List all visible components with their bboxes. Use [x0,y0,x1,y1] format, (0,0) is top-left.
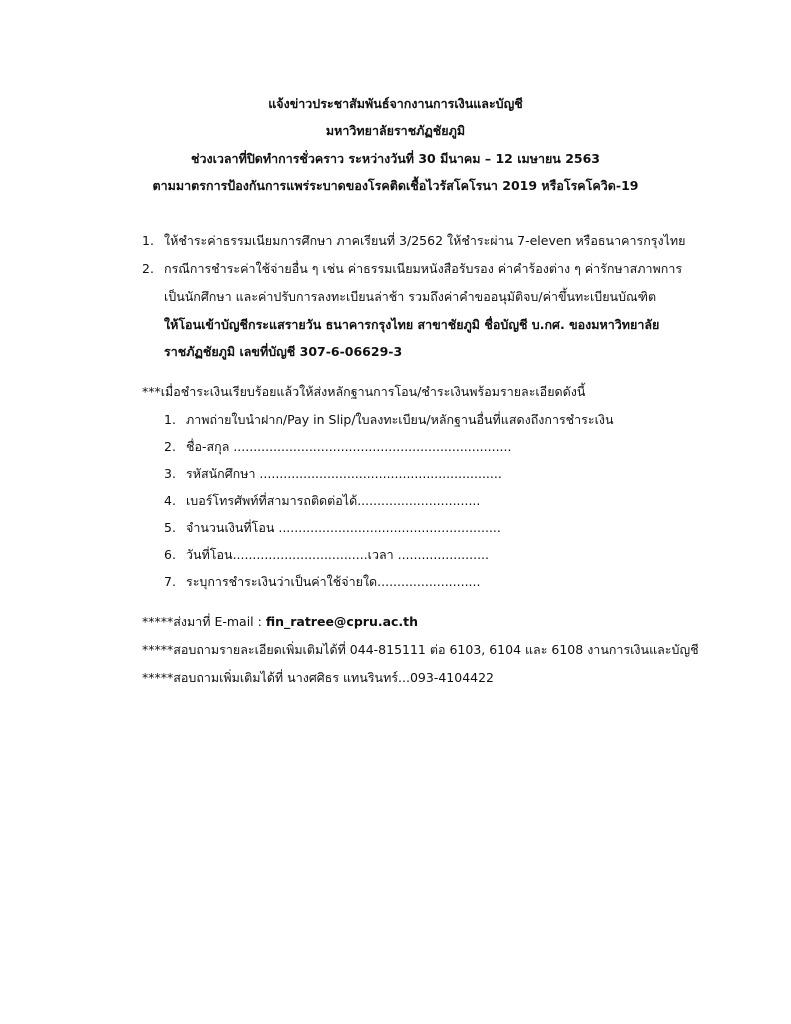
item-2-number: 2. [142,261,154,276]
inquiry-line-1: *****สอบถามรายละเอียดเพิ่มเติมได้ที่ 044-815111 ต่อ 6103, 6104 และ 6108 งานการเงินและบัญชี [142,642,699,657]
email-prefix: *****ส่งมาที่ E-mail : [142,614,266,629]
evidence-item-7 [164,574,480,590]
item-2-text-line-1: กรณีการชำระค่าใช้จ่ายอื่น ๆ เช่น ค่าธรรมเนียมหนังสือรับรอง ค่าคำร้องต่าง ๆ ค่ารักษาสภาพการ [164,261,683,276]
evidence-item-number: 4. [164,493,176,508]
evidence-item-number: 3. [164,466,176,481]
evidence-item-text: จำนวนเงินที่โอน ........................................................ [186,520,501,535]
inquiry-line-2: *****สอบถามเพิ่มเติมได้ที่ นางศศิธร แทนรินทร์...093-4104422 [142,670,495,685]
evidence-item-6 [164,547,489,563]
evidence-item-2 [164,439,511,455]
evidence-item-number: 1. [164,412,176,427]
item-1 [142,233,685,249]
evidence-item-number: 6. [164,547,176,562]
evidence-item-text: เบอร์โทรศัพท์ที่สามารถติดต่อได้............................... [186,493,481,508]
header-closure-period: ช่วงเวลาที่ปิดทำการชั่วคราว ระหว่างวันที่ 30 มีนาคม – 12 เมษายน 2563 [191,151,600,166]
item-1-text: ให้ชำระค่าธรรมเนียมการศึกษา ภาคเรียนที่ 3/2562 ให้ชำระผ่าน 7-eleven หรือธนาคารกรุงไทย [164,233,686,248]
evidence-item-text: ระบุการชำระเงินว่าเป็นค่าใช้จ่ายใด.......................... [186,574,481,589]
evidence-item-5 [164,520,501,536]
item-2-bank-line-1: ให้โอนเข้าบัญชีกระแสรายวัน ธนาคารกรุงไทย สาขาชัยภูมิ ชื่อบัญชี บ.กศ. ของมหาวิทยาลัย [164,317,660,332]
item-2-bank-line-2: ราชภัฏชัยภูมิ เลขที่บัญชี 307-6-06629-3 [164,344,403,359]
email-address: fin_ratree@cpru.ac.th [265,614,419,629]
evidence-item-text: รหัสนักศึกษา ............................................................. [186,466,502,481]
header-title: แจ้งข่าวประชาสัมพันธ์จากงานการเงินและบัญชี [268,96,523,111]
item-2-text-line-2: เป็นนักศึกษา และค่าปรับการลงทะเบียนล่าช้า รวมถึงค่าคำขออนุมัติจบ/ค่าขึ้นทะเบียนบัณฑิต [164,289,657,304]
evidence-intro: ***เมื่อชำระเงินเรียบร้อยแล้วให้ส่งหลักฐานการโอน/ชำระเงินพร้อมรายละเอียดดังนี้ [142,384,586,399]
evidence-item-4 [164,493,480,509]
header-university: มหาวิทยาลัยราชภัฏชัยภูมิ [325,123,466,138]
evidence-item-number: 5. [164,520,176,535]
item-1-number: 1. [142,233,154,248]
evidence-item-3 [164,466,502,482]
email-line [142,614,418,630]
evidence-item-text: ชื่อ-สกุล ...................................................................... [186,439,512,454]
evidence-item-text: ภาพถ่ายใบนำฝาก/Pay in Slip/ใบลงทะเบียน/หลักฐานอื่นที่แสดงถึงการชำระเงิน [186,412,614,427]
evidence-item-number: 2. [164,439,176,454]
header-covid-measure: ตามมาตรการป้องกันการแพร่ระบาดของโรคติดเชื้อไวรัสโคโรนา 2019 หรือโรคโควิด-19 [152,178,639,193]
evidence-item-text: วันที่โอน..................................เวลา ....................... [186,547,489,562]
evidence-item-1 [164,412,614,428]
evidence-item-number: 7. [164,574,176,589]
item-2-line-1 [142,261,682,277]
